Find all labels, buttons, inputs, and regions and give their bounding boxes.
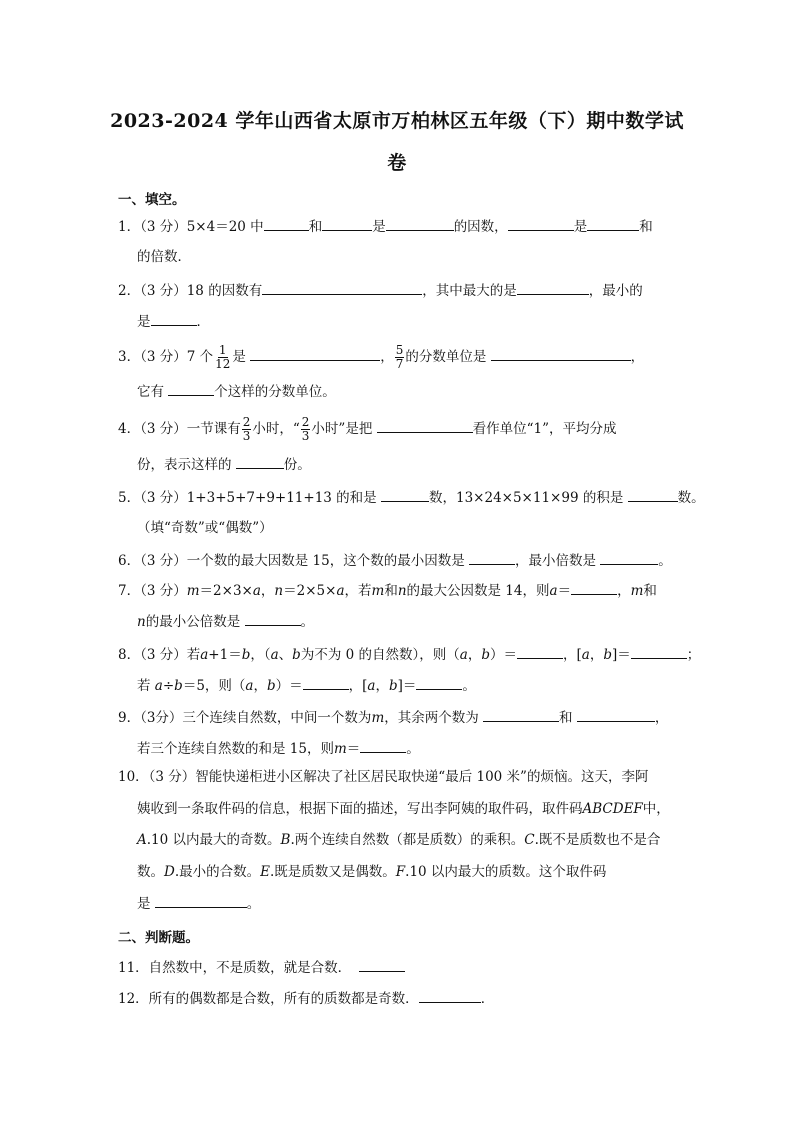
question-9: 9．（3分）三个连续自然数，中间一个数为m，其余两个数为 和 ，	[118, 707, 668, 728]
section-heading-fill: 一、填空。	[118, 192, 186, 208]
section-heading-judge: 二、判断题。	[118, 930, 199, 946]
question-7: 7．（3 分）m＝2×3×a，n＝2×5×a，若m和n的最大公因数是 14，则a＝ ，m和	[118, 580, 657, 601]
question-1-cont: 的倍数．	[137, 249, 191, 265]
question-7-cont: n的最小公倍数是 。	[137, 611, 314, 632]
question-8-cont: 若 a÷b＝5，则（a，b）＝ ，[a，b]＝ 。	[137, 675, 476, 696]
question-3: 3．（3 分）7 个 $\frac{1}{12}$ 是 ， $\frac{5}{7}$ 的分数单位是 ，	[118, 343, 645, 371]
question-10-line2: 姨收到一条取件码的信息，根据下面的描述，写出李阿姨的取件码，取件码ABCDEF中，	[137, 801, 670, 817]
question-10-line5: 是 。	[137, 893, 260, 914]
question-9-cont: 若三个连续自然数的和是 15，则m＝ 。	[137, 738, 420, 759]
question-5: 5．（3 分）1+3+5+7+9+11+13 的和是 数，13×24×5×11×99 的积是 数。	[118, 487, 705, 508]
question-10: 10．（3 分）智能快递柜进小区解决了社区居民取快递“最后 100 米”的烦恼。这天，李阿	[118, 769, 649, 785]
question-4: 4．（3 分）一节课有 $\frac{2}{3}$ 小时，“ $\frac{2}{3}$ 小时”是把 看作单位“1”，平均分成	[118, 415, 617, 443]
question-3-cont: 它有 个这样的分数单位。	[137, 381, 336, 402]
fraction-2-3: $\frac{2}{3}$	[242, 415, 251, 443]
question-11: 11．自然数中，不是质数，就是合数．	[118, 957, 405, 978]
fraction-2-3-quoted: $\frac{2}{3}$	[301, 415, 310, 443]
page-title: 2023-2024 学年山西省太原市万柏林区五年级（下）期中数学试	[110, 110, 684, 132]
question-10-line3: A.10 以内最大的奇数。B.两个连续自然数（都是质数）的乘积。C.既不是质数也不是合	[137, 832, 661, 848]
fraction-5-7: $\frac{5}{7}$	[395, 343, 404, 371]
question-10-line4: 数。D.最小的合数。E.既是质数又是偶数。F.10 以内最大的质数。这个取件码	[137, 864, 607, 880]
question-12: 12．所有的偶数都是合数，所有的质数都是奇数． ．	[118, 988, 494, 1009]
question-2-cont: 是 ．	[137, 311, 210, 332]
question-6: 6．（3 分）一个数的最大因数是 15，这个数的最小因数是 ，最小倍数是 。	[118, 550, 672, 571]
question-1: 1．（3 分）5×4＝20 中 和 是 的因数， 是 和	[118, 216, 653, 237]
question-8: 8．（3 分）若a+1＝b，（a、b为不为 0 的自然数），则（a，b）＝ ，[a，b]＝ ；	[118, 644, 700, 665]
question-4-cont: 份，表示这样的 份。	[137, 454, 311, 475]
question-5-cont: （填“奇数”或“偶数”）	[137, 520, 273, 536]
page-title-cont: 卷	[387, 152, 407, 174]
question-2: 2．（3 分）18 的因数有 ，其中最大的是 ，最小的	[118, 280, 643, 301]
fraction-1-12: $\frac{1}{12}$	[215, 343, 231, 371]
